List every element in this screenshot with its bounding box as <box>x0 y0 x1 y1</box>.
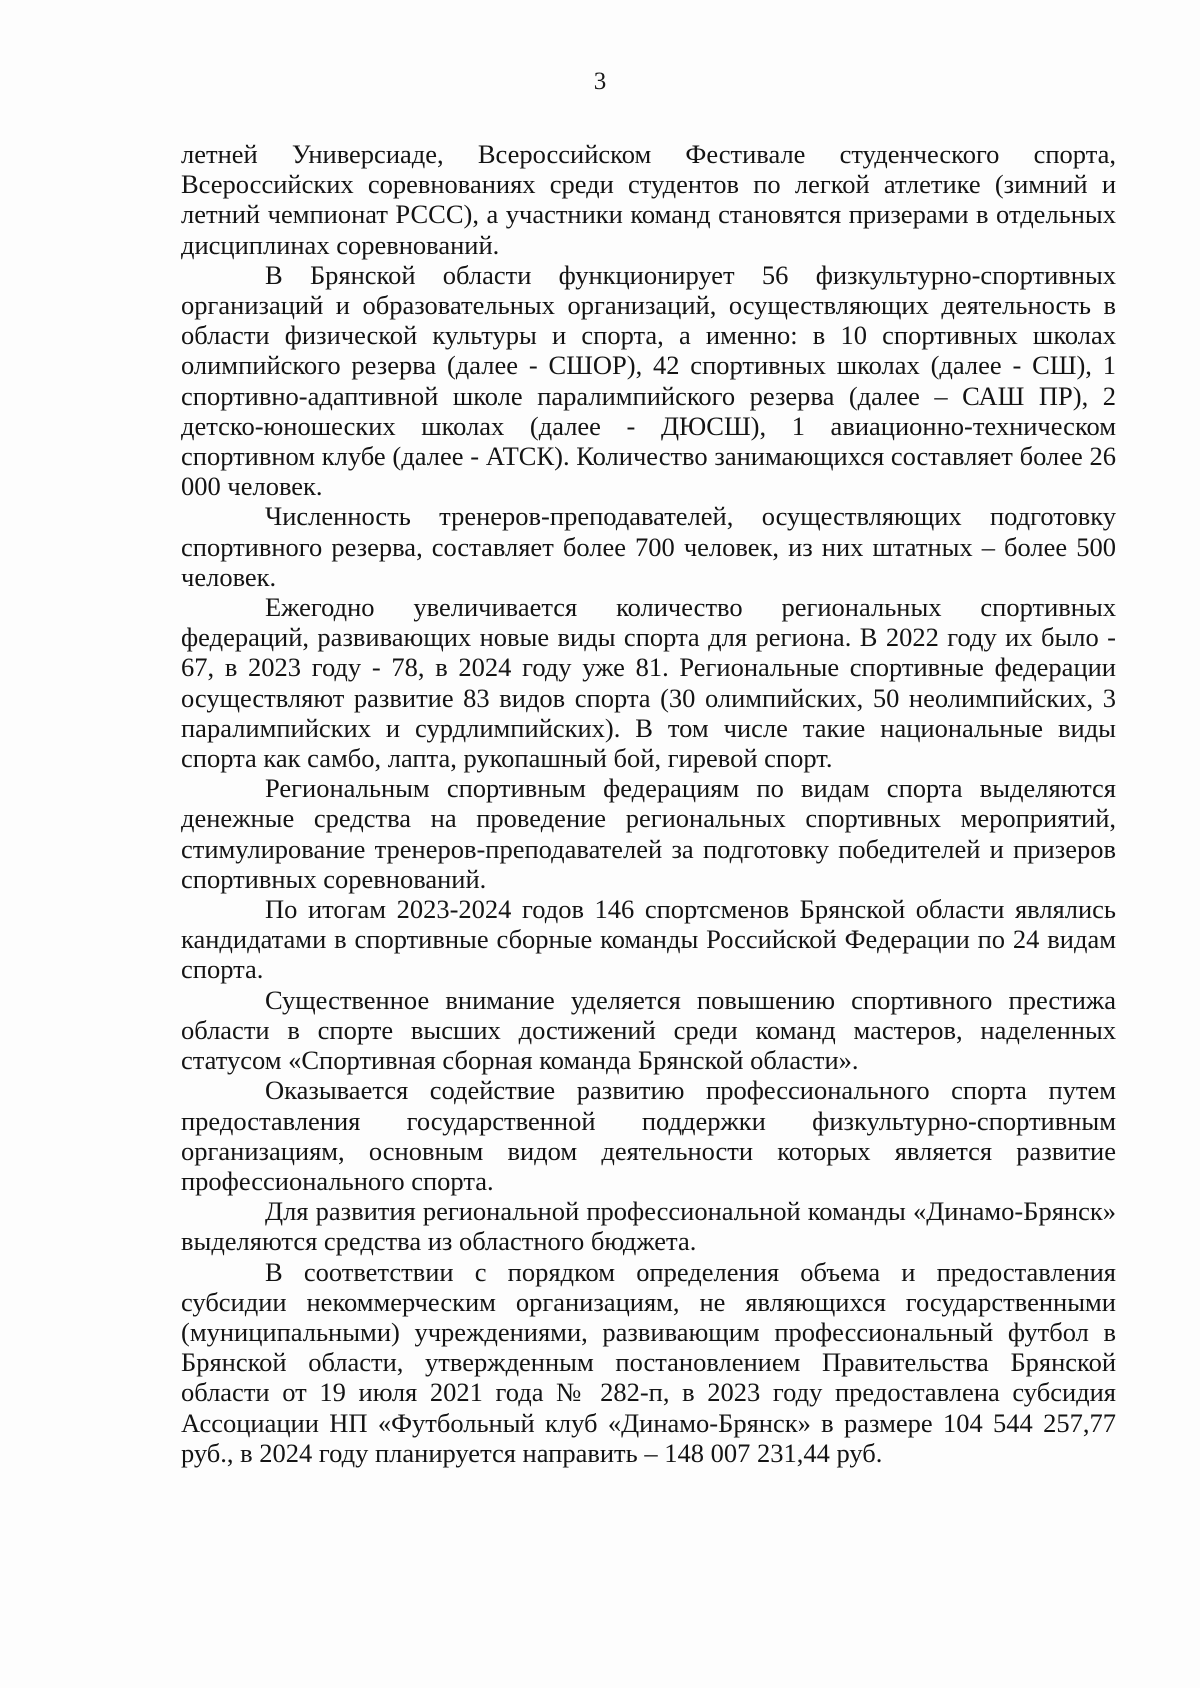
paragraph-federations: Ежегодно увеличивается количество региональных спортивных федераций, развивающих новые виды спорта для региона. В 2022 году их было - 67, в 2023 году - 78, в 2024 году уже 81. Региональные спортивные федерации осуществляют развитие 83 видов спорта (30 олимпийских, 50 неолимпийских, 3 паралимпийских и сурдлимпийских). В том числе такие национальные виды спорта как самбо, лапта, рукопашный бой, гиревой спорт. <box>181 592 1116 774</box>
paragraph-subsidy: В соответствии с порядком определения объема и предоставления субсидии некоммерческим организациям, не являющихся государственными (муниципальными) учреждениями, развивающим профессиональный футбол в Брянской области, утвержденным постановлением Правительства Брянской области от 19 июля 2021 года № 282-п, в 2023 году предоставлена субсидия Ассоциации НП «Футбольный клуб «Динамо-Брянск» в размере 104 544 257,77 руб., в 2024 году планируется направить – 148 007 231,44 руб. <box>181 1256 1116 1468</box>
paragraph-prestige: Существенное внимание уделяется повышению спортивного престижа области в спорте высших достижений среди команд мастеров, наделенных статусом «Спортивная сборная команда Брянской области». <box>181 984 1116 1076</box>
paragraph-organizations: В Брянской области функционирует 56 физкультурно-спортивных организаций и образовательных организаций, осуществляющих деятельность в области физической культуры и спорта, а именно: в 10 спортивных школах олимпийского резерва (далее - СШОР), 42 спортивных школах (далее - СШ), 1 спортивно-адаптивной школе паралимпийского резерва (далее – САШ ПР), 2 детско-юношеских школах (далее - ДЮСШ), 1 авиационно-техническом спортивном клубе (далее - АТСК). Количество занимающихся составляет более 26 000 человек. <box>181 259 1116 502</box>
paragraph-national-team-candidates: По итогам 2023-2024 годов 146 спортсменов Брянской области являлись кандидатами в спортивные сборные команды Российской Федерации по 24 видам спорта. <box>181 894 1116 985</box>
paragraph-dynamo-bryansk: Для развития региональной профессиональной команды «Динамо-Брянск» выделяются средства из областного бюджета. <box>181 1196 1116 1257</box>
paragraph-federation-funding: Региональным спортивным федерациям по видам спорта выделяются денежные средства на проведение региональных спортивных мероприятий, стимулирование тренеров-преподавателей за подготовку победителей и призеров спортивных соревнований. <box>181 773 1116 894</box>
paragraph-professional-sport: Оказывается содействие развитию профессионального спорта путем предоставления государственной поддержки физкультурно-спортивным организациям, основным видом деятельности которых является развитие профессионального спорта. <box>181 1075 1116 1196</box>
document-body <box>181 139 1116 1468</box>
paragraph-continuation: летней Универсиаде, Всероссийском Фестивале студенческого спорта, Всероссийских соревнованиях среди студентов по легкой атлетике (зимний и летний чемпионат РССС), а участники команд становятся призерами в отдельных дисциплинах соревнований. <box>181 139 1116 260</box>
page-number: 3 <box>593 68 607 95</box>
paragraph-coaches: Численность тренеров-преподавателей, осуществляющих подготовку спортивного резерва, составляет более 700 человек, из них штатных – более 500 человек. <box>181 501 1116 592</box>
